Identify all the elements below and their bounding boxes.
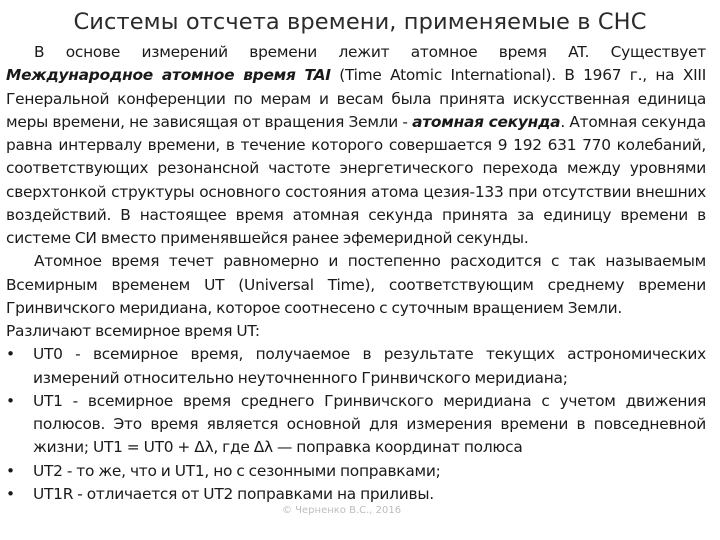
- term-atomic-second: атомная секунда: [412, 112, 561, 131]
- list-item-ut1r: • UT1R - отличается от UT2 поправками на приливы.: [6, 483, 706, 506]
- bullet-icon: •: [6, 391, 15, 410]
- ut-bullet-list: [6, 343, 706, 506]
- list-item-ut0: • UT0 - всемирное время, получаемое в результате текущих астрономических измерений относительно неуточненного Гринвичского меридиана;: [6, 345, 706, 387]
- p1-text-3: . Атомная секунда равна интервалу времени, в течение которого совершается 9 192 631 770 колебаний, соответствующих резонансной частоте энергетического перехода между уровнями сверхтонкой структуры основного состояния атома цезия-133 при отсутствии внешних воздействий. В настоящее время атомная секунда принята за единицу времени в системе СИ вместо применявшейся ранее эфемеридной секунды.: [6, 112, 706, 247]
- list-item-ut2: • UT2 - то же, что и UT1, но с сезонными поправками;: [6, 460, 706, 483]
- bullet-icon: •: [6, 484, 15, 503]
- watermark: © Черненко В.С., 2016: [282, 505, 402, 516]
- paragraph-atomic-time: [6, 41, 706, 250]
- term-tai: Международное атомное время TAI: [6, 66, 331, 85]
- slide-body: [6, 41, 706, 506]
- paragraph-universal-time: Атомное время течет равномерно и постепенно расходится с так называемым Всемирным временем UT (Universal Time), соответствующим среднему времени Гринвичского меридиана, которое соотнесено с суточным вращением Земли.: [6, 252, 706, 317]
- list-item-ut1: • UT1 - всемирное время среднего Гринвичского меридиана с учетом движения полюсов. Это время является основной для измерения времени в повседневной жизни; UT1 = UT0 + Δλ, где Δλ — поправка координат полюса: [6, 391, 706, 457]
- bullet-icon: •: [6, 345, 15, 364]
- bullet-icon: •: [6, 461, 15, 480]
- paragraph-ut-intro: Различают всемирное время UT:: [6, 322, 260, 340]
- p1-text-2: (Time Atomic International). В 1967 г., на XIII Генеральной конференции по мерам и весам была принята искусственная единица меры времени, не зависящая от вращения Земли -: [6, 66, 706, 131]
- p1-text-1: В основе измерений времени лежит атомное время AT. Существует: [34, 43, 706, 61]
- slide-title: Системы отсчета времени, применяемые в СНС: [73, 9, 647, 35]
